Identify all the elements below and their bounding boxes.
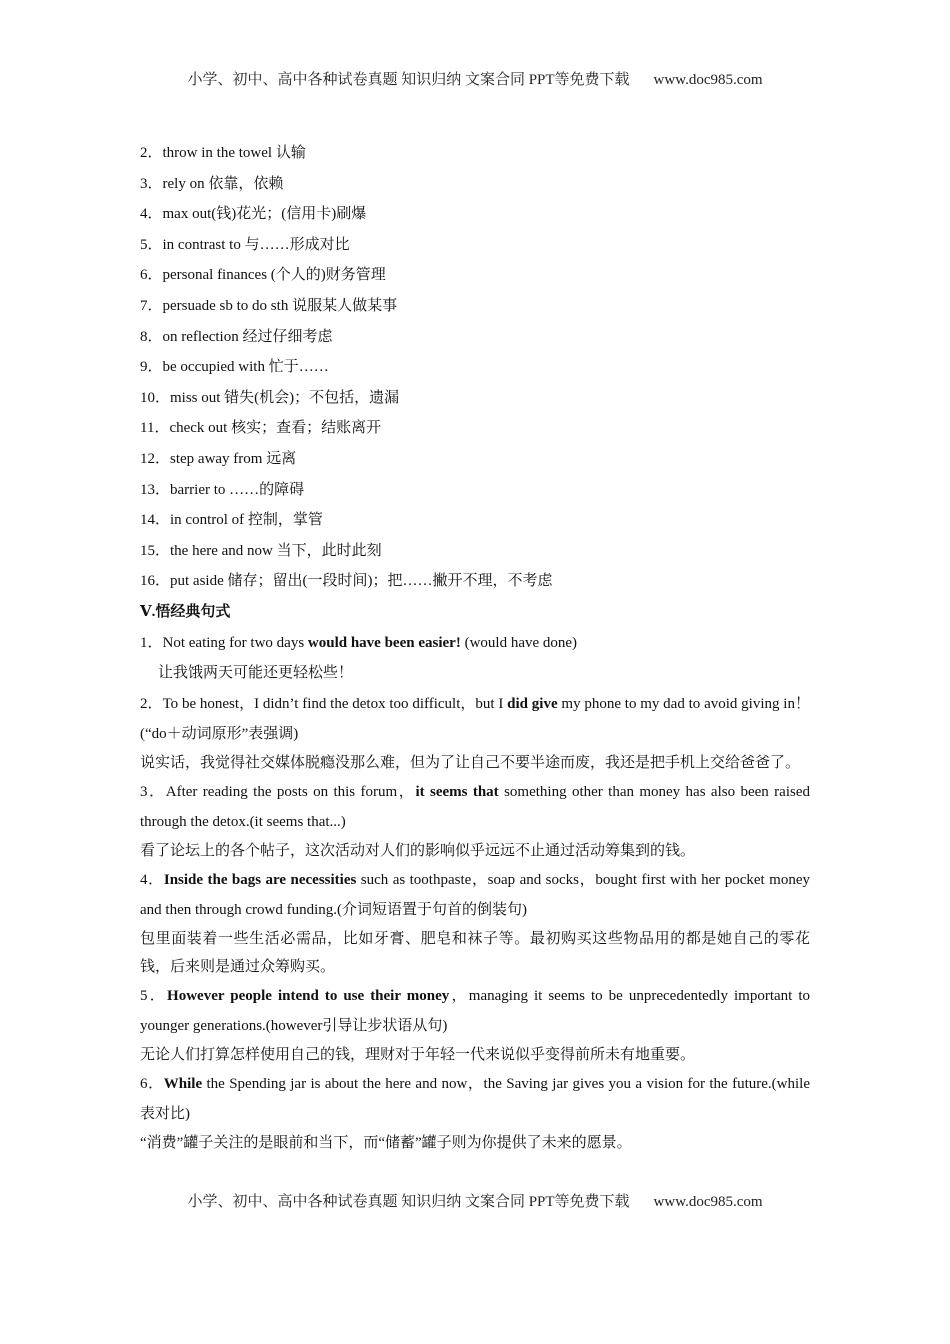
sentence-block	[140, 777, 810, 865]
sentence-block	[140, 1069, 810, 1157]
phrase-item: 4．max out(钱)花光；(信用卡)刷爆	[140, 206, 367, 223]
phrase-item: 11．check out 核实；查看；结账离开	[140, 420, 382, 437]
main-content	[140, 138, 810, 1157]
header-url: www.doc985.com	[653, 72, 763, 88]
sentence-text: 6．While the Spending jar is about the here and now，the Saving jar gives you a vision for the future.(while表对比)	[140, 1075, 810, 1122]
sentence-translation: 包里面装着一些生活必需品，比如牙膏、肥皂和袜子等。最初购买这些物品用的都是她自己的零花钱，后来则是通过众筹购买。	[140, 930, 810, 975]
phrase-item: 9．be occupied with 忙于……	[140, 359, 329, 376]
phrase-item: 2．throw in the towel 认输	[140, 145, 306, 161]
emphasis: would have been easier!	[307, 634, 461, 651]
emphasis: However people intend to use their money	[167, 987, 450, 1004]
footer-url: www.doc985.com	[653, 1194, 763, 1210]
emphasis: While	[163, 1075, 203, 1092]
sentence-block	[140, 865, 810, 981]
phrase-item: 7．persuade sb to do sth 说服某人做某事	[140, 297, 398, 314]
sentence-list	[140, 628, 810, 1157]
emphasis: did give	[507, 695, 558, 712]
page-footer	[0, 1190, 950, 1211]
sentence-translation: 让我饿两天可能还更轻松些！	[158, 665, 354, 682]
sentence-text: 2．To be honest，I didn’t find the detox too difficult，but I did give my phone to my dad to avoid giving in！(“do＋动词原形”表强调)	[140, 695, 810, 742]
phrase-item: 14．in control of 控制，掌管	[140, 512, 323, 529]
phrase-item: 15．the here and now 当下，此时此刻	[140, 542, 382, 559]
phrase-item: 6．personal finances (个人的)财务管理	[140, 267, 386, 284]
phrase-list	[140, 138, 810, 597]
sentence-translation: “消费”罐子关注的是眼前和当下，而“储蓄”罐子则为你提供了未来的愿景。	[140, 1134, 632, 1151]
phrase-item: 5．in contrast to 与……形成对比	[140, 236, 350, 253]
page-header	[0, 68, 950, 89]
phrase-item: 3．rely on 依靠，依赖	[140, 175, 284, 192]
sentence-translation: 无论人们打算怎样使用自己的钱，理财对于年轻一代来说似乎变得前所未有地重要。	[140, 1046, 696, 1063]
phrase-item: 12．step away from 远离	[140, 450, 297, 467]
phrase-item: 16．put aside 储存；留出(一段时间)；把……撇开不理，不考虑	[140, 573, 553, 590]
phrase-item: 8．on reflection 经过仔细考虑	[140, 328, 333, 345]
sentence-translation: 看了论坛上的各个帖子，这次活动对人们的影响似乎远远不止通过活动筹集到的钱。	[140, 842, 696, 859]
emphasis: Inside the bags are necessities	[163, 871, 357, 888]
emphasis: it seems that	[415, 783, 499, 800]
sentence-text: 4．Inside the bags are necessities such as toothpaste，soap and socks，bought first with her pocket money and then through crowd funding.(介词短语置于句首的倒装句)	[140, 871, 810, 918]
sentence-text: 5．However people intend to use their money，managing it seems to be unprecedentedly important to younger generations.(however引导让步状语从句)	[140, 987, 811, 1034]
sentence-translation: 说实话，我觉得社交媒体脱瘾没那么难，但为了让自己不要半途而废，我还是把手机上交给爸爸了。	[140, 754, 801, 771]
sentence-block	[140, 689, 810, 777]
phrase-item: 10．miss out 错失(机会)；不包括，遗漏	[140, 389, 400, 406]
sentence-text: 1．Not eating for two days would have been easier! (would have done)	[140, 634, 578, 651]
phrase-item: 13．barrier to ……的障碍	[140, 481, 305, 498]
section-title: Ⅴ.悟经典句式	[140, 603, 231, 620]
sentence-block	[140, 981, 810, 1069]
sentence-block	[140, 628, 810, 689]
sentence-text: 3．After reading the posts on this forum，it seems that something other than money has also been raised through the detox.(it seems that...)	[140, 783, 810, 830]
footer-text: 小学、初中、高中各种试卷真题 知识归纳 文案合同 PPT等免费下载	[187, 1194, 630, 1210]
header-text: 小学、初中、高中各种试卷真题 知识归纳 文案合同 PPT等免费下载	[187, 72, 630, 88]
